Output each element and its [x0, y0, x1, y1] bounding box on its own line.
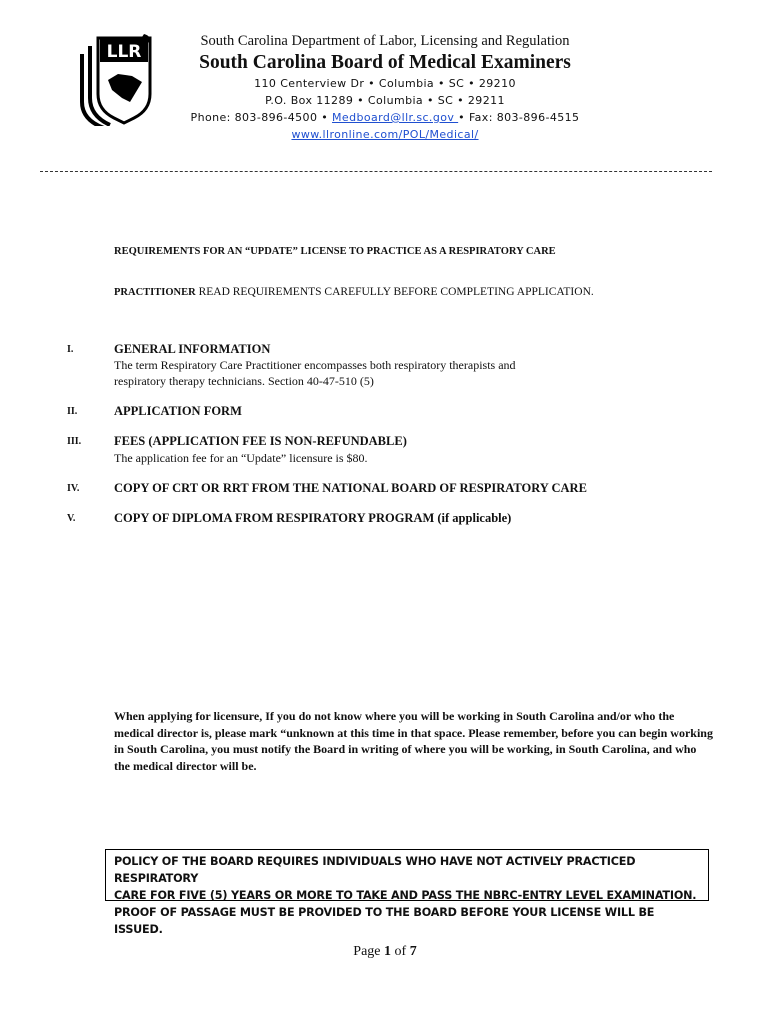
policy-box: [105, 849, 709, 936]
requirements-heading: REQUIREMENTS FOR AN “UPDATE” LICENSE TO PRACTICE AS A RESPIRATORY CARE: [114, 246, 556, 257]
section-body-line: respiratory therapy technicians. Section 40-47-510 (5): [114, 374, 374, 388]
section-number: IV.: [67, 483, 80, 494]
current-page: 1: [384, 944, 392, 959]
requirements-subheading: [114, 286, 594, 298]
phone-text: Phone: 803-896-4500 •: [190, 111, 333, 124]
fax-text: • Fax: 803-896-4515: [458, 111, 580, 124]
section-number: III.: [67, 436, 82, 447]
section-title: FEES (APPLICATION FEE IS NON-REFUNDABLE): [114, 434, 407, 448]
street-address: 110 Centerview Dr • Columbia • SC • 29210: [254, 77, 516, 90]
board-name: South Carolina Board of Medical Examiners: [199, 52, 571, 73]
contact-line: [0, 111, 770, 124]
department-name: South Carolina Department of Labor, Licensing and Regulation: [200, 33, 570, 49]
policy-line: POLICY OF THE BOARD REQUIRES INDIVIDUALS WHO HAVE NOT ACTIVELY PRACTICED RESPIRATORY: [114, 855, 636, 885]
read-carefully-text: READ REQUIREMENTS CAREFULLY BEFORE COMPLETING APPLICATION.: [195, 286, 594, 298]
logo-text: LLR: [106, 42, 142, 62]
section-number: I.: [67, 344, 74, 355]
section-title: COPY OF CRT OR RRT FROM THE NATIONAL BOARD OF RESPIRATORY CARE: [114, 481, 587, 495]
section-title: APPLICATION FORM: [114, 404, 242, 418]
total-pages: 7: [409, 944, 417, 959]
section-title: COPY OF DIPLOMA FROM RESPIRATORY PROGRAM (if applicable): [114, 511, 512, 525]
website-line: [0, 128, 770, 141]
po-box-address: P.O. Box 11289 • Columbia • SC • 29211: [265, 94, 505, 107]
practitioner-label: PRACTITIONER: [114, 287, 196, 298]
page-number: [0, 944, 770, 960]
policy-line: CARE FOR FIVE (5) YEARS OR MORE TO TAKE AND PASS THE NBRC-ENTRY LEVEL EXAMINATION.: [114, 889, 697, 902]
section-body-line: The term Respiratory Care Practitioner encompasses both respiratory therapists and: [114, 358, 516, 372]
website-link[interactable]: www.llronline.com/POL/Medical/: [291, 128, 479, 141]
policy-line: PROOF OF PASSAGE MUST BE PROVIDED TO THE BOARD BEFORE YOUR LICENSE WILL BE ISSUED.: [114, 906, 655, 936]
licensure-note: When applying for licensure, If you do not know where you will be working in South Carolina and/or who the medical director is, please mark “unknown at this time in that space. Please remember, before you can begin working in South Carolina, you must notify the Board in writing of where you will be working, in South Carolina, and who the medical director will be.: [114, 709, 713, 773]
section-body-line: The application fee for an “Update” licensure is $80.: [114, 451, 368, 465]
section-number: II.: [67, 406, 78, 417]
of-word: of: [391, 944, 410, 959]
page-word: Page: [353, 944, 385, 959]
header-divider: [40, 171, 712, 172]
section-number: V.: [67, 513, 76, 524]
email-link[interactable]: Medboard@llr.sc.gov: [332, 111, 459, 124]
section-title: GENERAL INFORMATION: [114, 342, 271, 356]
